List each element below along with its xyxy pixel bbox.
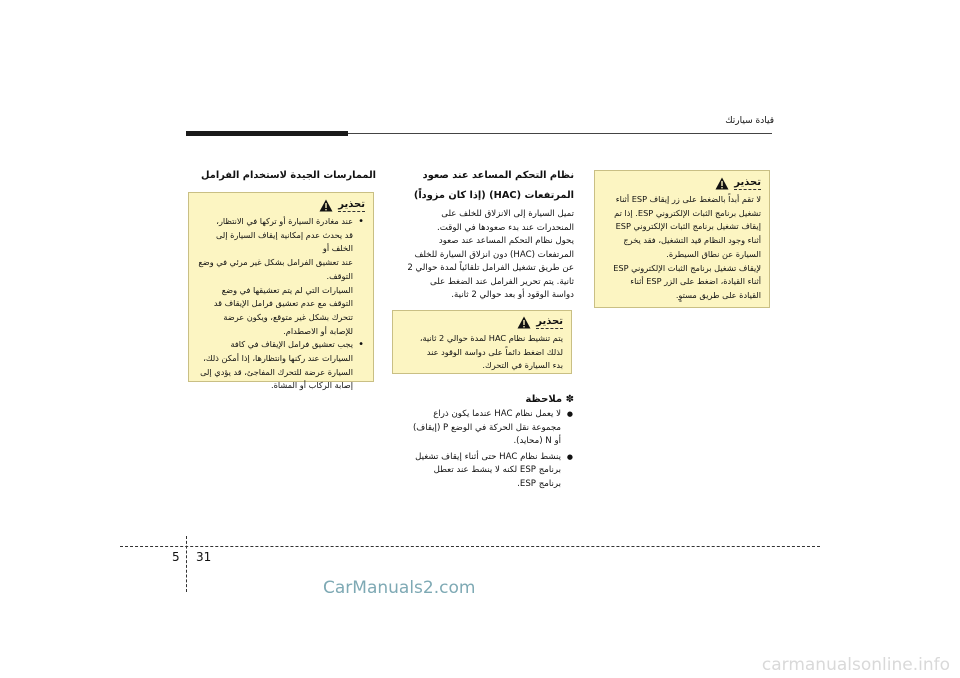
section-heading: الممارسات الجيدة لاستخدام الفرامل — [201, 170, 376, 181]
warning-line: بدء السيارة في التحرك. — [482, 360, 563, 371]
paragraph-line: تميل السيارة إلى الانزلاق للخلف على — [441, 209, 574, 219]
warning-line: أثناء وجود النظام قيد التشغيل، فقد يخرج — [623, 235, 761, 246]
warning-header — [601, 177, 761, 190]
note-section — [386, 392, 574, 493]
warning-title: تحذير — [536, 316, 563, 327]
note-list — [386, 408, 574, 491]
warning-line: التوقف. — [326, 270, 353, 281]
note-line: برنامج ESP لكنه لا ينشط عند تعطل — [433, 465, 561, 475]
paragraph-line: دواسة الوقود أو بعد حوالي 2 ثانية. — [451, 290, 574, 300]
list-item — [195, 338, 353, 393]
warning-body — [195, 215, 365, 393]
warning-line: السيارات التي لم يتم تعشيقها في وضع — [221, 284, 353, 295]
paragraph-line: ثانية. يتم تحرير الفرامل عند الضغط على — [430, 276, 574, 287]
warning-title: تحذير — [734, 177, 761, 188]
hac-paragraph — [386, 208, 574, 303]
warning-line: السيارات عند ركنها وانتظارها، إذا أمكن ذلك، — [203, 353, 353, 364]
chapter-number: 5 — [172, 550, 180, 564]
note-line: أو N (محايد). — [513, 436, 561, 446]
warning-line: • عند مغادرة السيارة أو تركها في الانتظار، — [216, 216, 353, 226]
warning-body — [601, 193, 761, 303]
warning-line: عند تعشيق الفرامل بشكل غير مرئي في وضع — [198, 257, 353, 268]
paragraph-line: يحول نظام التحكم المساعد عند صعود — [438, 236, 574, 246]
section-heading: نظام التحكم المساعد عند صعود — [422, 170, 574, 181]
paragraph-line: المرتفعات (HAC) دون انزلاق السيارة للخلف — [414, 249, 574, 260]
paragraph-line: عن طريق تشغيل الفرامل تلقائياً لمدة حوالي 2 — [407, 263, 574, 273]
warning-line: تتحرك بشكل غير متوقع، ويكون عرضة — [223, 311, 353, 322]
footer-rule — [120, 546, 820, 547]
site-watermark: carmanualsonline.info — [761, 655, 950, 675]
page-number: 31 — [196, 550, 212, 564]
header-tab-bar — [186, 131, 348, 136]
note-line: برنامج ESP. — [517, 478, 561, 489]
paragraph-line: المنحدرات عند بدء صعودها في الوقت. — [437, 222, 574, 233]
warning-box-esp — [594, 170, 770, 308]
list-item — [386, 408, 561, 449]
warning-header — [195, 199, 365, 212]
warning-line: إصابة الركاب أو المشاة. — [270, 380, 353, 391]
warning-line: السيارة عن نطاق السيطرة. — [666, 248, 761, 259]
warning-line: للإصابة أو الاصطدام. — [283, 325, 353, 336]
note-line: ● لا يعمل نظام HAC عندما يكون ذراع — [433, 409, 561, 419]
note-title: ملاحظة — [525, 394, 563, 405]
warning-line: يتم تنشيط نظام HAC لمدة حوالي 2 ثانية، — [419, 333, 563, 343]
warning-line: التوقف مع عدم تعشيق فرامل الإيقاف قد — [213, 298, 353, 309]
section-subheading: المرتفعات (HAC) (إذا كان مزوداً) — [413, 190, 574, 201]
note-heading — [386, 392, 574, 408]
warning-header — [399, 316, 563, 329]
warning-line: قد يحدث عدم إمكانية إيقاف السيارة إلى الخلف أو — [215, 229, 353, 254]
warning-list — [195, 215, 365, 393]
list-item — [386, 451, 561, 492]
note-line: ● ينشط نظام HAC حتى أثناء إيقاف تشغيل — [415, 451, 561, 462]
warning-line: لا تقم أبداً بالضغط على زر إيقاف ESP أثناء — [615, 194, 761, 204]
warning-line: لإيقاف تشغيل برنامج الثبات الإلكتروني ESP — [613, 262, 761, 273]
footer-divider — [186, 536, 187, 592]
warning-triangle-icon — [517, 316, 531, 329]
warning-line: القيادة على طريق مستوٍ. — [675, 289, 761, 300]
warning-line: • يجب تعشيق فرامل الإيقاف في كافة — [230, 339, 353, 350]
warning-box-parking — [188, 192, 374, 391]
note-star-icon: ✽ — [565, 394, 574, 405]
warning-line: تشغيل برنامج الثبات الإلكتروني ESP. إذا تم — [614, 207, 761, 218]
running-header: قيادة سيارتك — [725, 116, 774, 126]
brakes-section — [188, 166, 376, 186]
warning-line: أثناء القيادة، اضغط على الزر ESP أثناء — [630, 276, 761, 287]
warning-triangle-icon — [319, 199, 333, 212]
hac-section — [386, 166, 574, 303]
warning-box-hac — [392, 310, 572, 374]
note-line: مجموعة نقل الحركة في الوضع P (إيقاف) — [412, 422, 561, 433]
warning-line: لذلك اضغط دائماً على دواسة الوقود عند — [426, 346, 563, 357]
warning-line: السيارة عرضة للتحرك المفاجئ، قد يؤدي إلى — [200, 366, 353, 377]
warning-body — [399, 332, 563, 373]
warning-title: تحذير — [338, 199, 365, 210]
watermark-text: CarManuals2.com — [323, 578, 476, 598]
warning-triangle-icon — [715, 177, 729, 190]
warning-line: إيقاف تشغيل برنامج الثبات الإلكتروني ESP — [615, 221, 761, 232]
list-item — [195, 215, 353, 338]
